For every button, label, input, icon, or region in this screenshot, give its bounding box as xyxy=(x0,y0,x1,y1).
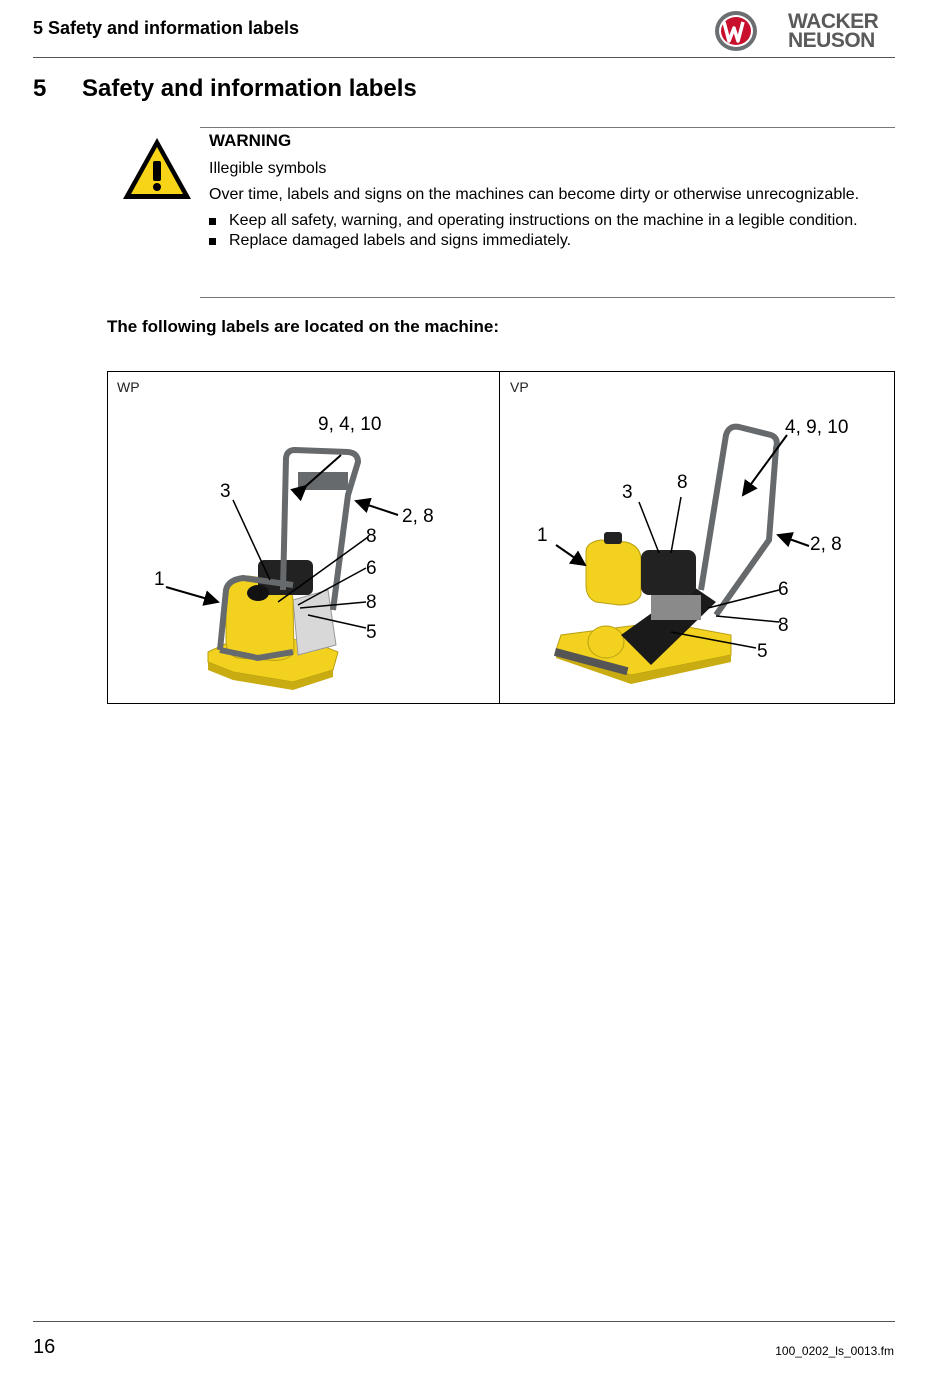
warning-triangle-icon xyxy=(120,135,194,203)
vp-callout-2-8: 2, 8 xyxy=(810,534,842,555)
footer-divider xyxy=(33,1321,895,1322)
vp-callout-3: 3 xyxy=(622,482,633,503)
wp-callout-5: 5 xyxy=(366,622,377,643)
warning-bullet-text: Keep all safety, warning, and operating instructions on the machine in a legible condition. xyxy=(229,212,858,229)
vp-callout-5: 5 xyxy=(757,641,768,662)
bullet-square-icon xyxy=(209,238,216,245)
vp-callout-6: 6 xyxy=(778,579,789,600)
section-heading xyxy=(33,75,417,103)
warning-title: WARNING xyxy=(209,131,292,150)
footer-filename: 100_0202_ls_0013.fm xyxy=(775,1344,894,1358)
warning-bullet-text: Replace damaged labels and signs immediately. xyxy=(229,232,572,249)
warning-bullet xyxy=(209,211,889,231)
vp-callout-1: 1 xyxy=(537,525,548,546)
warning-bullet xyxy=(209,231,889,251)
wp-callout-3: 3 xyxy=(220,481,231,502)
wp-callout-8b: 8 xyxy=(366,592,377,613)
section-title: Safety and information labels xyxy=(82,75,417,102)
warning-rule-top xyxy=(200,127,895,128)
wacker-neuson-w-icon xyxy=(714,8,762,54)
wp-callout-6: 6 xyxy=(366,558,377,579)
wp-panel-label: WP xyxy=(117,379,140,395)
section-number: 5 xyxy=(33,75,47,102)
vp-callout-8: 8 xyxy=(677,472,688,493)
running-header: 5 Safety and information labels xyxy=(33,18,300,38)
warning-subtitle: Illegible symbols xyxy=(209,160,327,177)
warning-block xyxy=(209,131,889,251)
vp-callout-8b: 8 xyxy=(778,615,789,636)
wp-callout-9-4-10: 9, 4, 10 xyxy=(318,414,382,435)
wp-callout-1: 1 xyxy=(154,569,165,590)
wacker-neuson-logo xyxy=(714,8,896,54)
logo-text-wacker: WACKER xyxy=(788,10,879,33)
wp-callout-2-8: 2, 8 xyxy=(402,506,434,527)
vp-panel-label: VP xyxy=(510,379,529,395)
labels-intro: The following labels are located on the machine: xyxy=(107,317,500,336)
wp-machine-illustration xyxy=(108,390,498,700)
figure-divider xyxy=(499,371,500,704)
header-divider xyxy=(33,57,895,58)
wp-callout-8: 8 xyxy=(366,526,377,547)
bullet-square-icon xyxy=(209,218,216,225)
page-number: 16 xyxy=(33,1336,56,1358)
warning-text: Over time, labels and signs on the machines can become dirty or otherwise unrecognizable. xyxy=(209,186,860,203)
warning-rule-bottom xyxy=(200,297,895,298)
vp-callout-4-9-10: 4, 9, 10 xyxy=(785,417,849,438)
logo-text-neuson: NEUSON xyxy=(788,29,875,52)
